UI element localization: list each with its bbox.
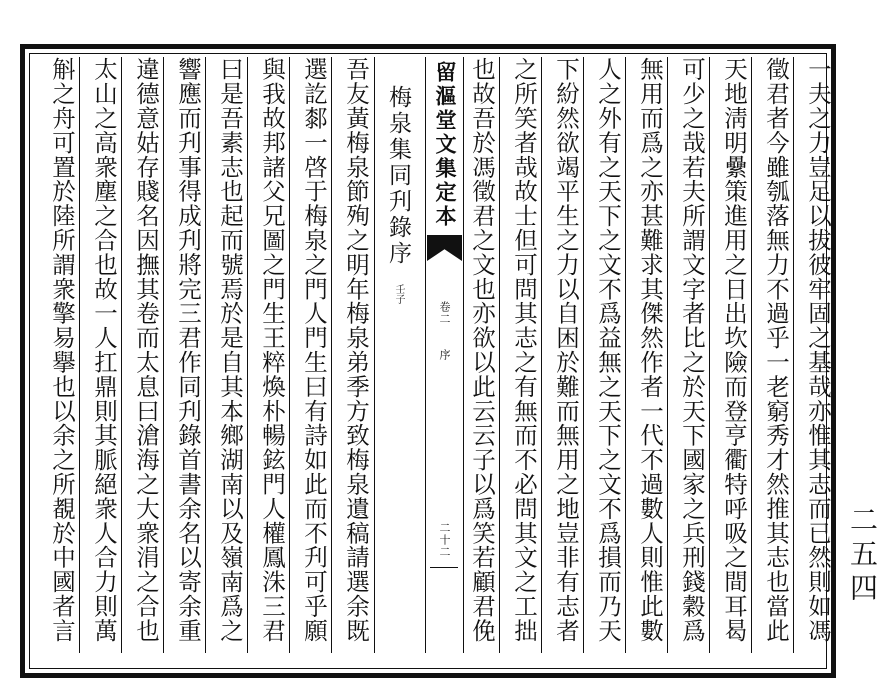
column-rule <box>667 57 668 653</box>
column-rule <box>247 57 248 653</box>
fishtail-mark <box>427 235 462 261</box>
text-column: 人之外有之天下之文不爲益無之天下之文不爲損而乃天 <box>594 57 622 643</box>
column-rule <box>374 57 375 653</box>
column-rule <box>499 57 500 653</box>
text-column: 吾友黃梅泉節殉之明年梅泉弟季方致梅泉遺稿請選余既 <box>342 57 370 643</box>
essay-year: 壬子 <box>393 284 404 304</box>
column-rule <box>289 57 290 653</box>
text-column: 之所笑者哉故士但可問其志之有無而不必問其文之工拙 <box>510 57 538 643</box>
book-title: 留漚堂文集定本 <box>433 61 458 229</box>
section-label: 序 <box>438 349 451 361</box>
text-column: 太山之高衆塵之合也故一人扛鼎則其脈絕衆人合力則萬 <box>90 57 118 643</box>
column-rule <box>79 57 80 653</box>
text-column: 與我故邦諸父兄圖之門生王粹煥朴暢鉉門人權鳳洙三君 <box>258 57 286 643</box>
text-column: 選訖䣛一啓于梅泉之門人門生曰有詩如此而不刋可乎願 <box>300 57 328 643</box>
text-column: 天地淸明纍策進用之日出坎險而登亨衢特呼吸之間耳曷 <box>720 57 748 643</box>
text-column: 也故吾於馮徵君之文也亦欲以此云云子以爲笑若顧君俛 <box>468 57 496 643</box>
column-rule <box>793 57 794 653</box>
column-rule <box>583 57 584 653</box>
column-rule <box>163 57 164 653</box>
text-column: 可少之哉若夫所謂文字者比之於天下國家之兵刑錢穀爲 <box>678 57 706 643</box>
text-column: 徵君者今雖瓠落無力不過乎一老窮秀才然推其志也當此 <box>762 57 790 643</box>
text-column: 曰是吾素志也起而號焉於是自其本鄉湖南以及嶺南爲之 <box>216 57 244 643</box>
text-column: 斛之舟可置於陸所謂衆擎易擧也以余之所覩於中國者言 <box>48 57 76 643</box>
text-column: 無用而爲之亦甚難求其傑然作者一代不過數人則惟此數 <box>636 57 664 643</box>
volume-label: 卷二 <box>438 301 451 325</box>
center-spine <box>425 57 464 653</box>
spine-divider <box>430 567 458 568</box>
text-column: 響應而刋事得成刋將完三君作同刋錄首書余名以寄余重 <box>174 57 202 643</box>
text-column: 違德意姑存賤名因撫其卷而太息曰滄海之大衆涓之合也 <box>132 57 160 643</box>
folio-number: 二十二 <box>438 522 451 558</box>
column-rule <box>709 57 710 653</box>
column-rule <box>205 57 206 653</box>
page-number: 二五四 <box>846 505 879 607</box>
text-column: 下紛然欲竭平生之力以自困於難而無用之地豈非有志者 <box>552 57 580 643</box>
text-column: 一夫之力豈足以拔彼牢固之基哉亦惟其志而已然則如馮 <box>804 57 832 643</box>
column-rule <box>625 57 626 653</box>
column-rule <box>121 57 122 653</box>
essay-title: 梅泉集同刋錄序 <box>385 85 411 267</box>
column-rule <box>751 57 752 653</box>
column-rule <box>541 57 542 653</box>
column-rule <box>331 57 332 653</box>
